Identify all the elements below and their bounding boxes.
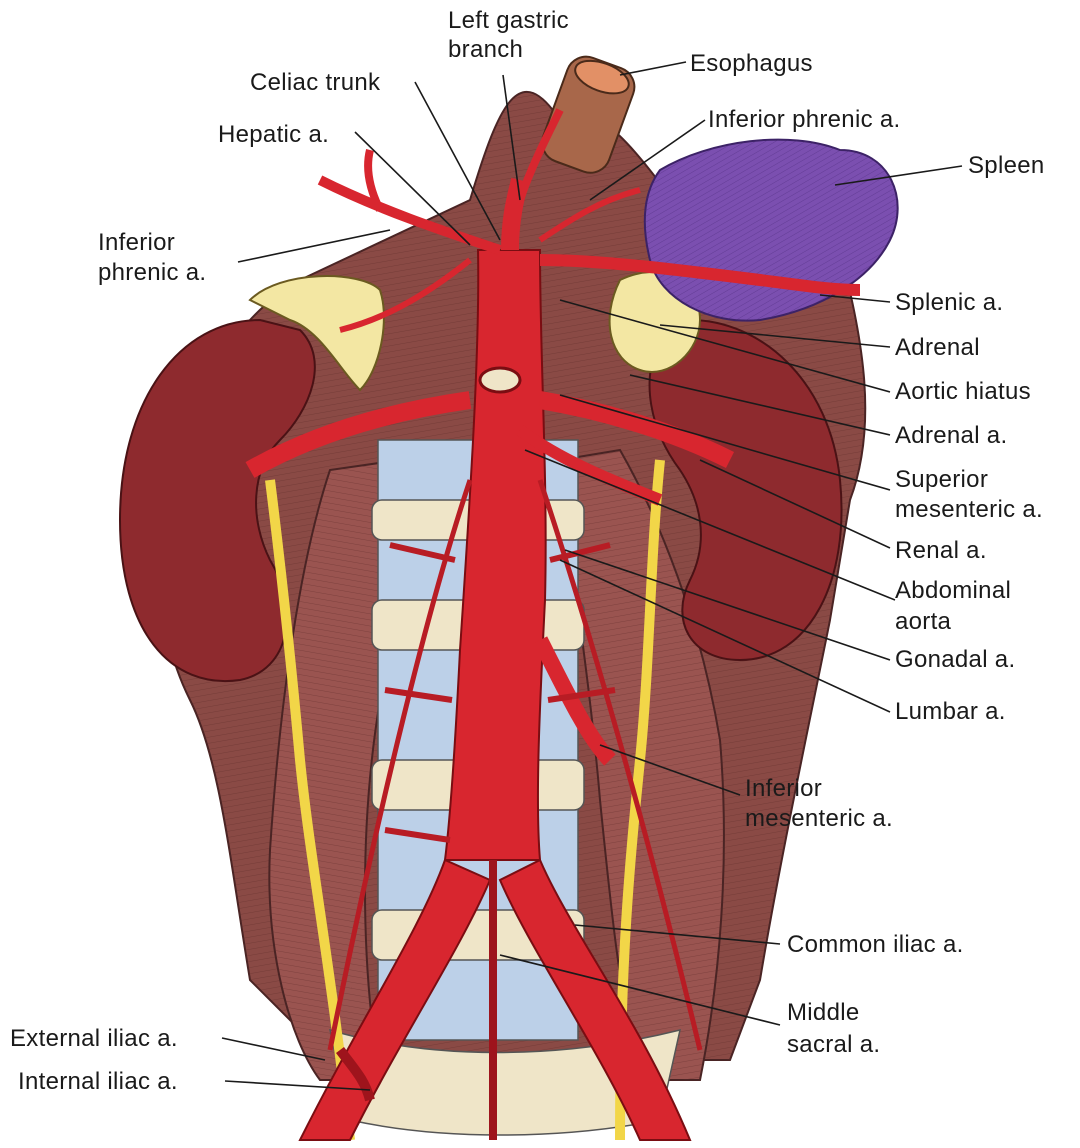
label-line: Internal iliac a. <box>18 1068 178 1095</box>
label-line: aorta <box>895 608 952 635</box>
label-line: Common iliac a. <box>787 931 964 958</box>
label-line: Adrenal a. <box>895 422 1008 449</box>
label-esophagus <box>690 50 813 77</box>
label-internal-iliac <box>18 1068 178 1095</box>
label-inferior-phrenic-right <box>708 106 900 133</box>
label-inferior-phrenic-left <box>98 229 206 286</box>
leader-esophagus <box>620 62 686 75</box>
label-line: Celiac trunk <box>250 69 381 96</box>
label-line: phrenic a. <box>98 259 207 286</box>
label-line: Spleen <box>968 152 1045 179</box>
label-common-iliac <box>787 931 964 958</box>
label-adrenal-a <box>895 422 1007 449</box>
label-renal <box>895 537 987 564</box>
label-line: Left gastric <box>448 7 569 34</box>
label-line: Splenic a. <box>895 289 1004 316</box>
label-line: Middle <box>787 999 860 1026</box>
label-line: Adrenal <box>895 334 980 361</box>
label-line: Gonadal a. <box>895 646 1016 673</box>
label-left-gastric <box>448 7 576 63</box>
label-line: Abdominal <box>895 577 1012 604</box>
label-line: Superior <box>895 466 989 493</box>
label-line: Inferior phrenic a. <box>708 106 901 133</box>
label-line: Esophagus <box>690 50 813 77</box>
label-adrenal <box>895 334 980 361</box>
label-line: mesenteric a. <box>745 805 893 832</box>
label-spleen <box>968 152 1045 179</box>
label-line: Renal a. <box>895 537 987 564</box>
label-line: External iliac a. <box>10 1025 178 1052</box>
label-aortic-hiatus <box>895 378 1031 405</box>
label-line: branch <box>448 36 524 63</box>
label-abdominal-aorta <box>895 577 1018 635</box>
label-line: Aortic hiatus <box>895 378 1031 405</box>
label-external-iliac <box>10 1025 178 1052</box>
label-middle-sacral <box>787 999 880 1058</box>
label-line: Hepatic a. <box>218 121 330 148</box>
label-celiac-trunk <box>250 69 381 96</box>
label-hepatic <box>218 121 329 148</box>
label-superior-mesenteric <box>895 466 1043 523</box>
label-line: Lumbar a. <box>895 698 1006 725</box>
label-lumbar <box>895 698 1006 725</box>
label-line: mesenteric a. <box>895 496 1043 523</box>
label-line: Inferior <box>98 229 176 256</box>
label-gonadal <box>895 646 1015 673</box>
label-splenic <box>895 289 1003 316</box>
label-line: sacral a. <box>787 1031 881 1058</box>
aortic-hiatus-ring <box>480 368 520 392</box>
label-line: Inferior <box>745 775 823 802</box>
